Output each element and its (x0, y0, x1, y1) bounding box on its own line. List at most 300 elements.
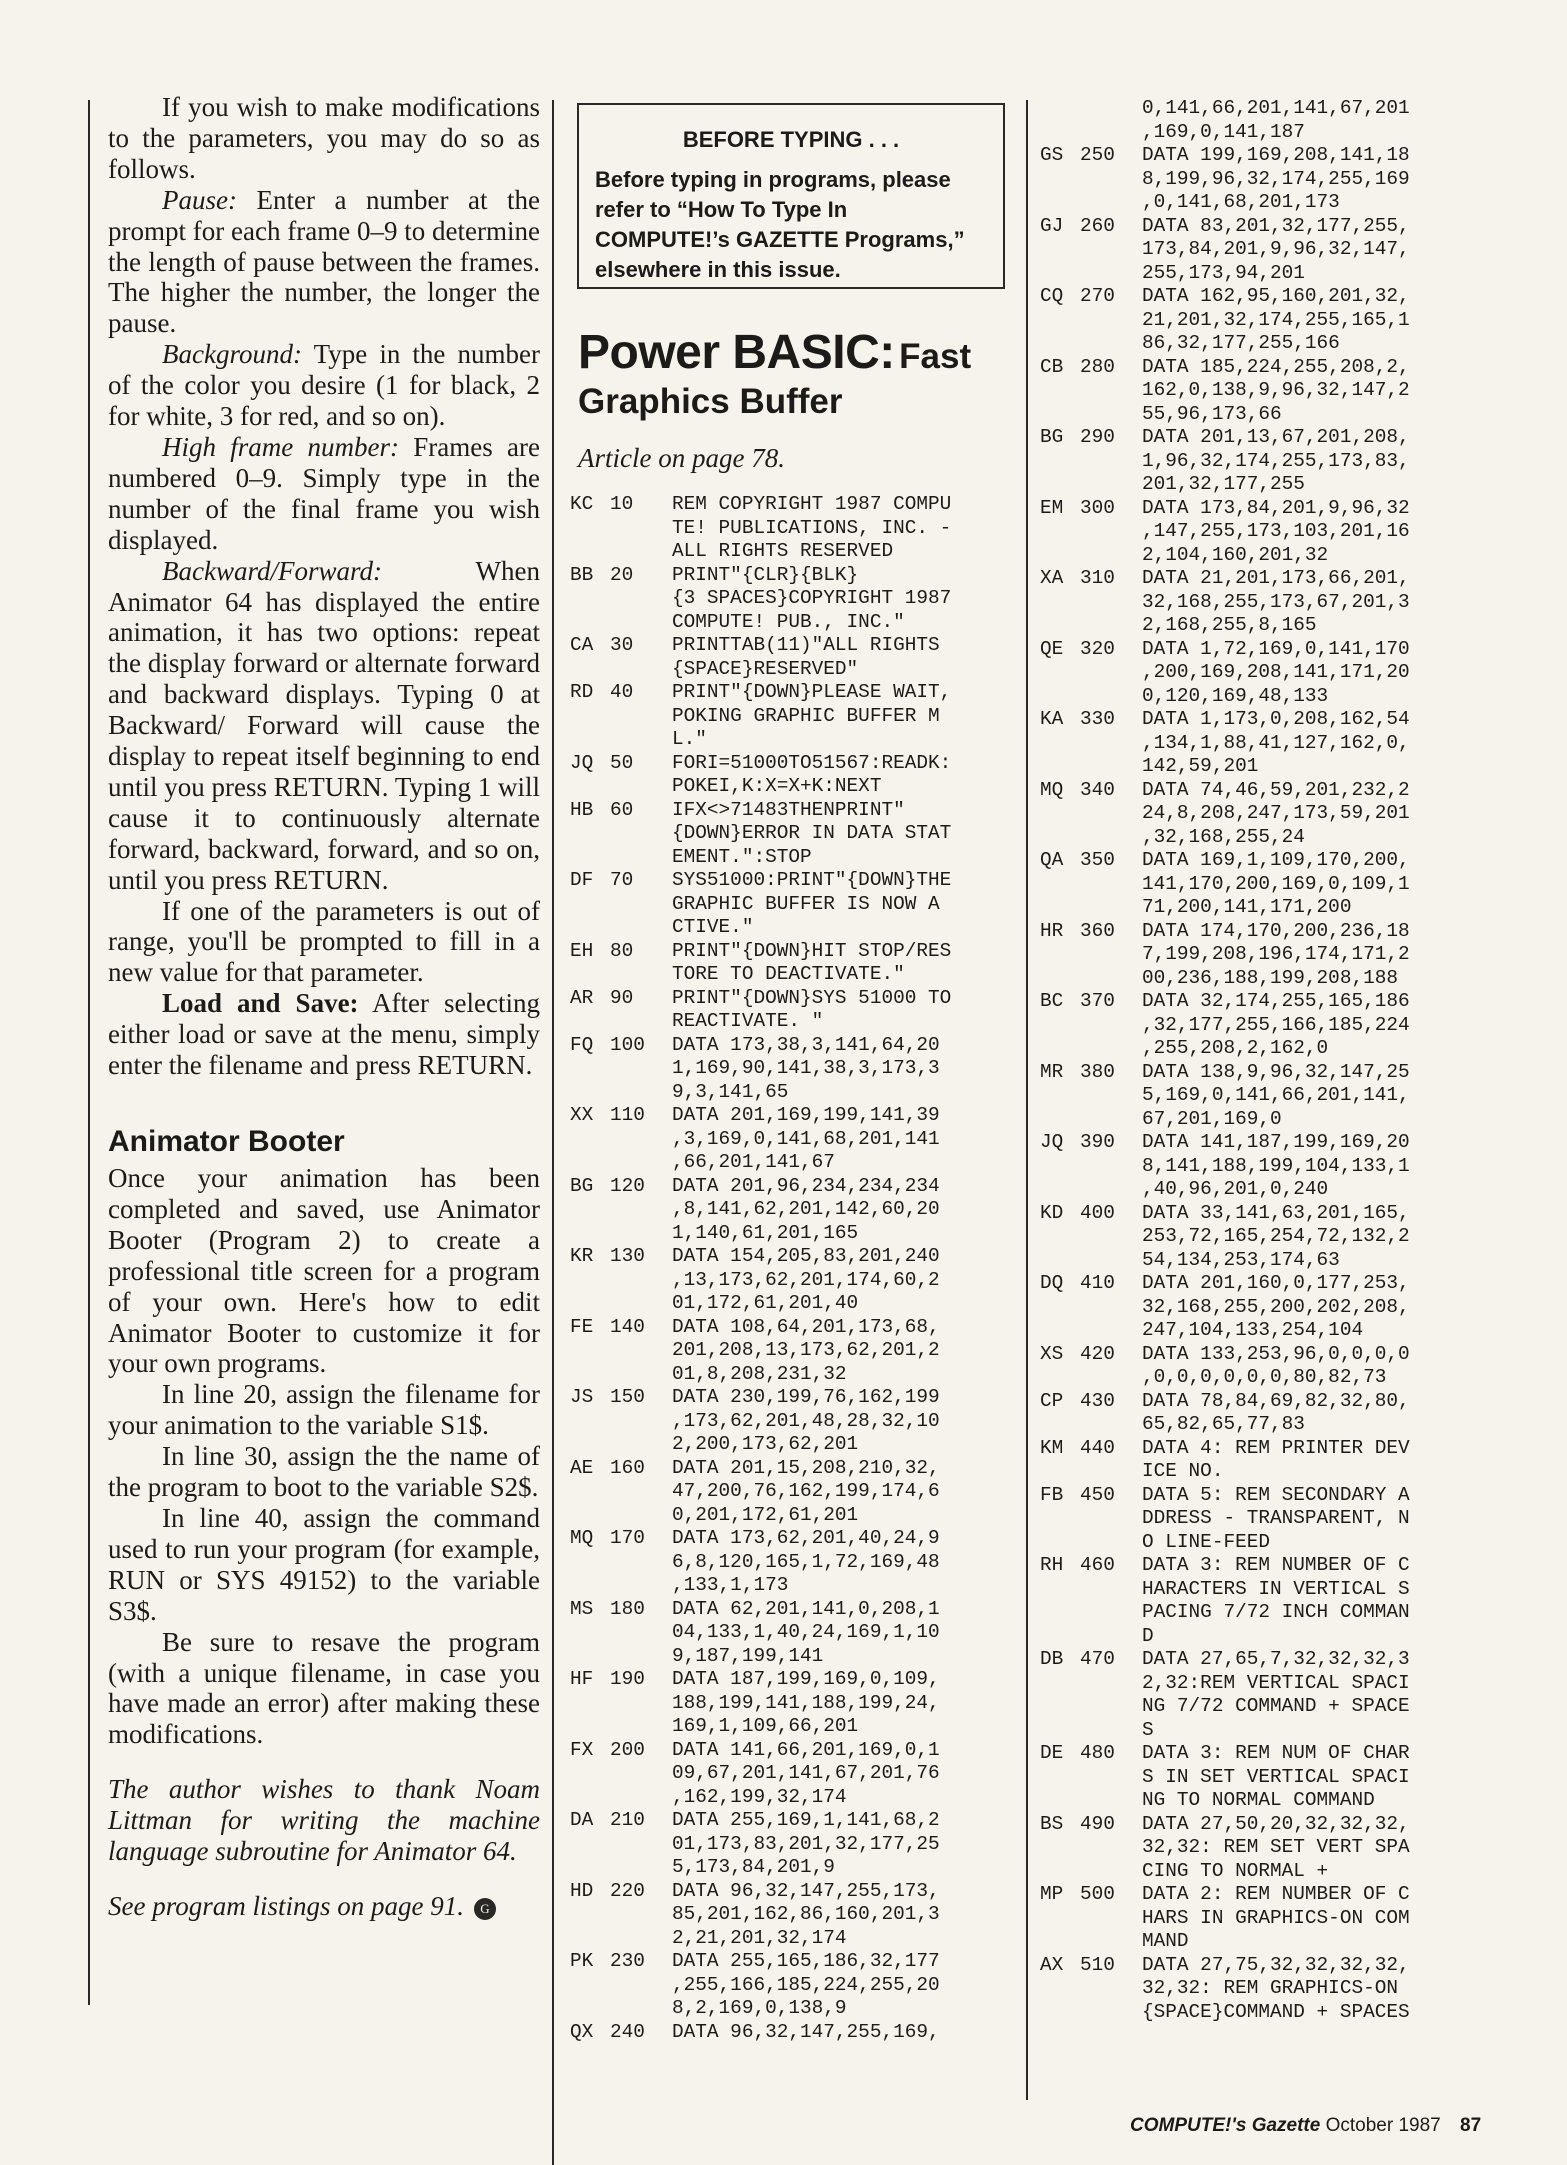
code-text: DATA 3: REM NUMBER OF C (1142, 1554, 1410, 1576)
checksum: XS (1040, 1342, 1064, 1365)
line-number (1080, 403, 1142, 427)
listing-row (570, 540, 1010, 564)
code-text: PRINT"{DOWN}SYS 51000 TO (672, 986, 952, 1009)
line-number: 180 (610, 1597, 645, 1620)
line-number (610, 587, 672, 611)
booter-heading: Animator Booter (108, 1125, 345, 1158)
checksum (1040, 826, 1080, 850)
code-text: DATA 1,72,169,0,141,170 (1142, 637, 1410, 660)
checksum (570, 846, 610, 870)
code-text: 9,3,141,65 (672, 1080, 789, 1103)
checksum (1040, 591, 1080, 615)
listing-row (570, 963, 1010, 987)
code-text: PRINT"{DOWN}HIT STOP/RES (672, 939, 952, 962)
listing-row (570, 564, 1010, 588)
checksum (570, 893, 610, 917)
checksum (1040, 1625, 1080, 1649)
code-text: CING TO NORMAL + (1142, 1859, 1329, 1882)
code-text: PRINT"{CLR}{BLK} (672, 563, 859, 586)
code-text: 04,133,1,40,24,169,1,10 (672, 1621, 940, 1643)
see-listings-text: See program listings on page 91. (108, 1890, 464, 1921)
checksum (1040, 121, 1080, 145)
line-number (1080, 1108, 1142, 1132)
pause-label: Pause: (162, 184, 237, 215)
line-number: 110 (610, 1104, 645, 1126)
line-number (1080, 826, 1142, 850)
before-typing-box (577, 103, 1005, 289)
listing-row (1040, 1037, 1480, 1061)
checksum (1040, 1084, 1080, 1108)
code-text: DATA 201,13,67,201,208, (1142, 426, 1410, 448)
listing-row (1040, 215, 1480, 239)
listing-row (1040, 473, 1480, 497)
listing-row (570, 1081, 1010, 1105)
listing-row (1040, 450, 1480, 474)
listing-row (570, 1480, 1010, 1504)
checksum (570, 1410, 610, 1434)
listing-row (1040, 802, 1480, 826)
listing-row (570, 1950, 1010, 1974)
code-text: {3 SPACES}COPYRIGHT 1987 (672, 587, 952, 609)
listing-row (1040, 1131, 1480, 1155)
code-text: 188,199,141,188,199,24, (672, 1691, 940, 1714)
code-text: 1,140,61,201,165 (672, 1221, 859, 1244)
code-text: D (1142, 1624, 1154, 1647)
code-text: 253,72,165,254,72,132,2 (1142, 1225, 1410, 1247)
checksum: FE (570, 1315, 594, 1338)
see-listings-note (108, 1891, 540, 1922)
code-text: 55,96,173,66 (1142, 402, 1282, 425)
listing-row (1040, 1108, 1480, 1132)
code-text: IFX<>71483THENPRINT" (672, 798, 905, 821)
code-text: DATA 1,173,0,208,162,54 (1142, 708, 1410, 730)
listing-row (1040, 168, 1480, 192)
checksum (1040, 520, 1080, 544)
code-text: POKING GRAPHIC BUFFER M (672, 704, 940, 727)
listing-row (570, 1903, 1010, 1927)
code-text: DATA 2: REM NUMBER OF C (1142, 1883, 1410, 1905)
footer-page-number: 87 (1460, 2115, 1482, 2136)
code-text: ,3,169,0,141,68,201,141 (672, 1127, 940, 1150)
checksum (1040, 1930, 1080, 1954)
code-text: PACING 7/72 INCH COMMAN (1142, 1601, 1410, 1623)
line-number: 230 (610, 1950, 645, 1972)
line-number: 20 (610, 563, 634, 586)
checksum: AR (570, 986, 594, 1009)
checksum (570, 1198, 610, 1222)
line-number (610, 1222, 672, 1246)
line-number (1080, 591, 1142, 615)
line-number (610, 1198, 672, 1222)
checksum: GJ (1040, 214, 1064, 237)
pause-paragraph (108, 185, 540, 340)
line-number (1080, 1366, 1142, 1390)
title-subtitle: Graphics Buffer (578, 382, 843, 421)
line-number (610, 1833, 672, 1857)
code-text: DATA 173,38,3,141,64,20 (672, 1033, 940, 1056)
line-number: 490 (1080, 1812, 1115, 1835)
checksum (570, 1433, 610, 1457)
author-thanks: The author wishes to thank Noam Littman for writing the machine language subroutine for Animator 64. (108, 1774, 540, 1867)
code-text: 1,169,90,141,38,3,173,3 (672, 1057, 940, 1079)
line-number: 40 (610, 681, 634, 703)
checksum (1040, 1460, 1080, 1484)
line-number (610, 846, 672, 870)
line-number: 170 (610, 1527, 645, 1549)
line-number (1080, 732, 1142, 756)
line-number (1080, 1296, 1142, 1320)
code-text: DATA 96,32,147,255,173, (672, 1879, 940, 1902)
checksum: KC (570, 493, 594, 515)
background-label: Background: (162, 339, 302, 370)
checksum (1040, 473, 1080, 497)
checksum (570, 1762, 610, 1786)
listing-row (1040, 1249, 1480, 1273)
background-paragraph (108, 339, 540, 432)
code-text: 169,1,109,66,201 (672, 1715, 859, 1737)
line-number: 470 (1080, 1648, 1115, 1670)
code-text: 255,173,94,201 (1142, 261, 1305, 284)
line-number (1080, 1037, 1142, 1061)
code-text: ,32,168,255,24 (1142, 825, 1305, 848)
code-text: 32,168,255,173,67,201,3 (1142, 590, 1410, 613)
backward-forward-text: When Animator 64 has displayed the entire animation, it has two options: repeat the display forward or alternate forward and backward displays. Typing 0 at Backward/ Forward will cause the display to repeat itself beginning to end until you press RETURN. Typing 1 will cause it to continuously alternate forward, backward, forward, and so on, until you press RETURN. (108, 555, 540, 895)
code-text: ,255,166,185,224,255,20 (672, 1973, 940, 1996)
checksum: BG (1040, 426, 1064, 448)
code-text: DATA 255,169,1,141,68,2 (672, 1809, 940, 1831)
line-number (1080, 1907, 1142, 1931)
line-number (610, 916, 672, 940)
listing-row (1040, 1296, 1480, 1320)
checksum (1040, 1037, 1080, 1061)
code-text: CTIVE." (672, 916, 754, 938)
checksum: AE (570, 1456, 594, 1479)
line-number: 260 (1080, 214, 1115, 237)
listing-row (1040, 1014, 1480, 1038)
code-text: 0,120,169,48,133 (1142, 684, 1329, 707)
listing-row (570, 1598, 1010, 1622)
code-text: 8,199,96,32,174,255,169 (1142, 167, 1410, 190)
checksum: MS (570, 1597, 594, 1620)
listing-row (1040, 990, 1480, 1014)
footer-issue: October 1987 (1325, 2115, 1441, 2136)
code-text: DATA 133,253,96,0,0,0,0 (1142, 1342, 1410, 1365)
checksum (570, 1974, 610, 1998)
line-number (1080, 1319, 1142, 1343)
range-paragraph: If one of the parameters is out of range, you'll be prompted to fill in a new value for that parameter. (108, 895, 540, 988)
line-number (610, 822, 672, 846)
line-number (610, 1927, 672, 1951)
listing-row (1040, 755, 1480, 779)
checksum (1040, 967, 1080, 991)
checksum (570, 1504, 610, 1528)
intro-paragraph: If you wish to make modifications to the parameters, you may do so as follows. (108, 92, 540, 184)
line-number: 380 (1080, 1060, 1115, 1083)
listing-row (1040, 1484, 1480, 1508)
listing-row (1040, 1813, 1480, 1837)
listing-row (570, 658, 1010, 682)
listing-row (1040, 1601, 1480, 1625)
code-text: DATA 74,46,59,201,232,2 (1142, 778, 1410, 801)
code-text: DATA 141,187,199,169,20 (1142, 1131, 1410, 1153)
listing-row (1040, 426, 1480, 450)
code-text: DATA 3: REM NUM OF CHAR (1142, 1742, 1410, 1764)
checksum (1040, 1108, 1080, 1132)
listing-row (1040, 1907, 1480, 1931)
listing-row (570, 1292, 1010, 1316)
code-text: 0,201,172,61,201 (672, 1503, 859, 1526)
checksum: HR (1040, 919, 1064, 942)
line-number (610, 611, 672, 635)
listing-row (570, 1645, 1010, 1669)
code-text: DATA 173,62,201,40,24,9 (672, 1527, 940, 1549)
line-number (1080, 1249, 1142, 1273)
code-text: 32,168,255,200,202,208, (1142, 1295, 1410, 1318)
listing-row (1040, 1061, 1480, 1085)
code-text: 24,8,208,247,173,59,201 (1142, 802, 1410, 824)
code-text: DATA 4: REM PRINTER DEV (1142, 1436, 1410, 1459)
checksum (1040, 1719, 1080, 1743)
listing-row (1040, 1202, 1480, 1226)
listing-row (1040, 661, 1480, 685)
code-text: ,13,173,62,201,174,60,2 (672, 1268, 940, 1291)
line-number (1080, 1225, 1142, 1249)
code-text: 162,0,138,9,96,32,147,2 (1142, 379, 1410, 401)
line-number (610, 1504, 672, 1528)
listing-row (1040, 144, 1480, 168)
listing-row (1040, 356, 1480, 380)
booter-intro-paragraph: Once your animation has been completed and saved, use Animator Booter (Program 2) to create a professional title screen for a program of your own. Here's how to edit Animator Booter to customize it for your own programs. (108, 1163, 540, 1379)
line-number (1080, 168, 1142, 192)
checksum: FX (570, 1738, 594, 1761)
line-number: 400 (1080, 1201, 1115, 1224)
checksum (1040, 1014, 1080, 1038)
checksum (570, 1551, 610, 1575)
background-text: Type in the number of the color you desire (1 for black, 2 for white, 3 for red, and so on). (108, 339, 541, 432)
line-number: 350 (1080, 849, 1115, 871)
line-number (1080, 1930, 1142, 1954)
checksum: XA (1040, 567, 1064, 589)
checksum: JQ (1040, 1131, 1064, 1153)
line-number (1080, 1672, 1142, 1696)
checksum (570, 1856, 610, 1880)
listing-row (570, 940, 1010, 964)
listing-row (1040, 1836, 1480, 1860)
listing-row (570, 1880, 1010, 1904)
line-number (1080, 191, 1142, 215)
line-number (610, 1057, 672, 1081)
high-frame-paragraph (108, 432, 540, 556)
line-number (610, 1433, 672, 1457)
load-save-paragraph (108, 988, 540, 1081)
checksum: DE (1040, 1742, 1064, 1764)
checksum (1040, 1531, 1080, 1555)
listing-row (1040, 520, 1480, 544)
code-text: 00,236,188,199,208,188 (1142, 966, 1398, 989)
checksum (1040, 1155, 1080, 1179)
code-text: ,255,208,2,162,0 (1142, 1037, 1329, 1059)
listing-row (1040, 1178, 1480, 1202)
code-text: 201,208,13,173,62,201,2 (672, 1339, 940, 1361)
listing-row (1040, 591, 1480, 615)
checksum (1040, 1836, 1080, 1860)
checksum (1040, 1366, 1080, 1390)
code-text: ,66,201,141,67 (672, 1151, 835, 1173)
listing-row (570, 1339, 1010, 1363)
listing-row (570, 1057, 1010, 1081)
code-text: DATA 173,84,201,9,96,32 (1142, 496, 1410, 519)
code-text: 141,170,200,169,0,109,1 (1142, 872, 1410, 895)
listing-row (1040, 1319, 1480, 1343)
code-text: 247,104,133,254,104 (1142, 1319, 1364, 1341)
listing-row (1040, 1460, 1480, 1484)
listing-row (1040, 1578, 1480, 1602)
checksum (570, 1786, 610, 1810)
line-number (1080, 309, 1142, 333)
checksum (1040, 332, 1080, 356)
line-number (1080, 1084, 1142, 1108)
line-number: 420 (1080, 1342, 1115, 1365)
checksum (570, 1269, 610, 1293)
checksum: BB (570, 563, 594, 586)
line-number: 290 (1080, 426, 1115, 448)
code-text: {DOWN}ERROR IN DATA STAT (672, 822, 952, 844)
checksum: MQ (570, 1527, 594, 1549)
line-number (1080, 661, 1142, 685)
code-text: ,147,255,173,103,201,16 (1142, 520, 1410, 542)
checksum (1040, 450, 1080, 474)
line-number (1080, 121, 1142, 145)
checksum (1040, 1578, 1080, 1602)
title-fast: Fast (899, 337, 972, 376)
listing-row (1040, 1155, 1480, 1179)
code-text: DATA 187,199,169,0,109, (672, 1668, 940, 1690)
article-column-left (108, 92, 540, 1922)
article-title (578, 325, 1018, 422)
code-text: 0,141,66,201,141,67,201 (1142, 97, 1410, 119)
listing-row (1040, 544, 1480, 568)
line-number (1080, 1977, 1142, 2001)
code-text: 1,96,32,174,255,173,83, (1142, 449, 1410, 472)
listing-row (570, 916, 1010, 940)
code-text: DDRESS - TRANSPARENT, N (1142, 1507, 1410, 1529)
line-number: 70 (610, 869, 634, 891)
article-page-reference: Article on page 78. (578, 443, 785, 473)
listing-row (570, 1715, 1010, 1739)
listing-row (570, 1410, 1010, 1434)
line-number: 90 (610, 986, 634, 1009)
listing-row (1040, 1225, 1480, 1249)
line-number: 390 (1080, 1131, 1115, 1153)
code-text: 201,32,177,255 (1142, 473, 1305, 495)
program-listing-column1 (570, 493, 1010, 2044)
checksum (570, 1645, 610, 1669)
listing-row (570, 869, 1010, 893)
listing-row (570, 1974, 1010, 1998)
checksum (1040, 896, 1080, 920)
line-number: 460 (1080, 1554, 1115, 1576)
checksum (1040, 1319, 1080, 1343)
checksum (1040, 97, 1080, 121)
checksum: MP (1040, 1883, 1064, 1905)
line-number: 500 (1080, 1883, 1115, 1905)
checksum: QE (1040, 637, 1064, 660)
checksum (570, 963, 610, 987)
checksum (570, 587, 610, 611)
listing-row (1040, 614, 1480, 638)
listing-row (570, 1175, 1010, 1199)
checksum (1040, 1789, 1080, 1813)
checksum (570, 1621, 610, 1645)
line-number (1080, 1719, 1142, 1743)
line-number: 510 (1080, 1953, 1115, 1976)
line-number (1080, 1860, 1142, 1884)
checksum (1040, 661, 1080, 685)
line-number: 10 (610, 493, 634, 515)
listing-row (1040, 896, 1480, 920)
line-number (1080, 755, 1142, 779)
checksum: KA (1040, 708, 1064, 730)
listing-row (570, 1527, 1010, 1551)
line-number (610, 705, 672, 729)
pause-text: Enter a number at the prompt for each frame 0–9 to determine the length of pause between the frames. The higher the number, the longer the pause. (108, 184, 541, 339)
listing-row (570, 1574, 1010, 1598)
code-text: DATA 255,165,186,32,177 (672, 1950, 940, 1972)
listing-row (570, 1762, 1010, 1786)
line-number (1080, 614, 1142, 638)
line-number (1080, 873, 1142, 897)
line-number (610, 775, 672, 799)
code-text: ,32,177,255,166,185,224 (1142, 1013, 1410, 1036)
listing-row (570, 1269, 1010, 1293)
listing-row (570, 1809, 1010, 1833)
code-text: 47,200,76,162,199,174,6 (672, 1480, 940, 1502)
listing-row (1040, 1507, 1480, 1531)
code-text: MAND (1142, 1930, 1189, 1952)
line-number: 140 (610, 1315, 645, 1338)
listing-row (1040, 1860, 1480, 1884)
listing-row (570, 681, 1010, 705)
line-number (1080, 1601, 1142, 1625)
line-number (610, 1410, 672, 1434)
line-number (610, 1762, 672, 1786)
line-number (610, 658, 672, 682)
code-text: DATA 27,65,7,32,32,32,3 (1142, 1648, 1410, 1670)
line20-paragraph: In line 20, assign the filename for your animation to the variable S1$. (108, 1379, 540, 1441)
code-text: ,133,1,173 (672, 1574, 789, 1596)
listing-row (570, 705, 1010, 729)
backward-forward-paragraph (108, 556, 540, 896)
listing-row (1040, 873, 1480, 897)
checksum: EM (1040, 496, 1064, 519)
line-number (1080, 1460, 1142, 1484)
column-rule-right (1026, 100, 1028, 2100)
listing-row (570, 517, 1010, 541)
line-number: 410 (1080, 1272, 1115, 1294)
line-number (610, 1786, 672, 1810)
code-text: NG TO NORMAL COMMAND (1142, 1789, 1375, 1811)
line-number: 440 (1080, 1436, 1115, 1459)
line-number (610, 517, 672, 541)
line-number (1080, 1625, 1142, 1649)
listing-row (1040, 1531, 1480, 1555)
high-frame-label: High frame number: (162, 431, 400, 462)
line-number (1080, 1578, 1142, 1602)
checksum (570, 775, 610, 799)
code-text: ALL RIGHTS RESERVED (672, 540, 894, 562)
line-number: 370 (1080, 990, 1115, 1012)
code-text: ,200,169,208,141,171,20 (1142, 661, 1410, 683)
